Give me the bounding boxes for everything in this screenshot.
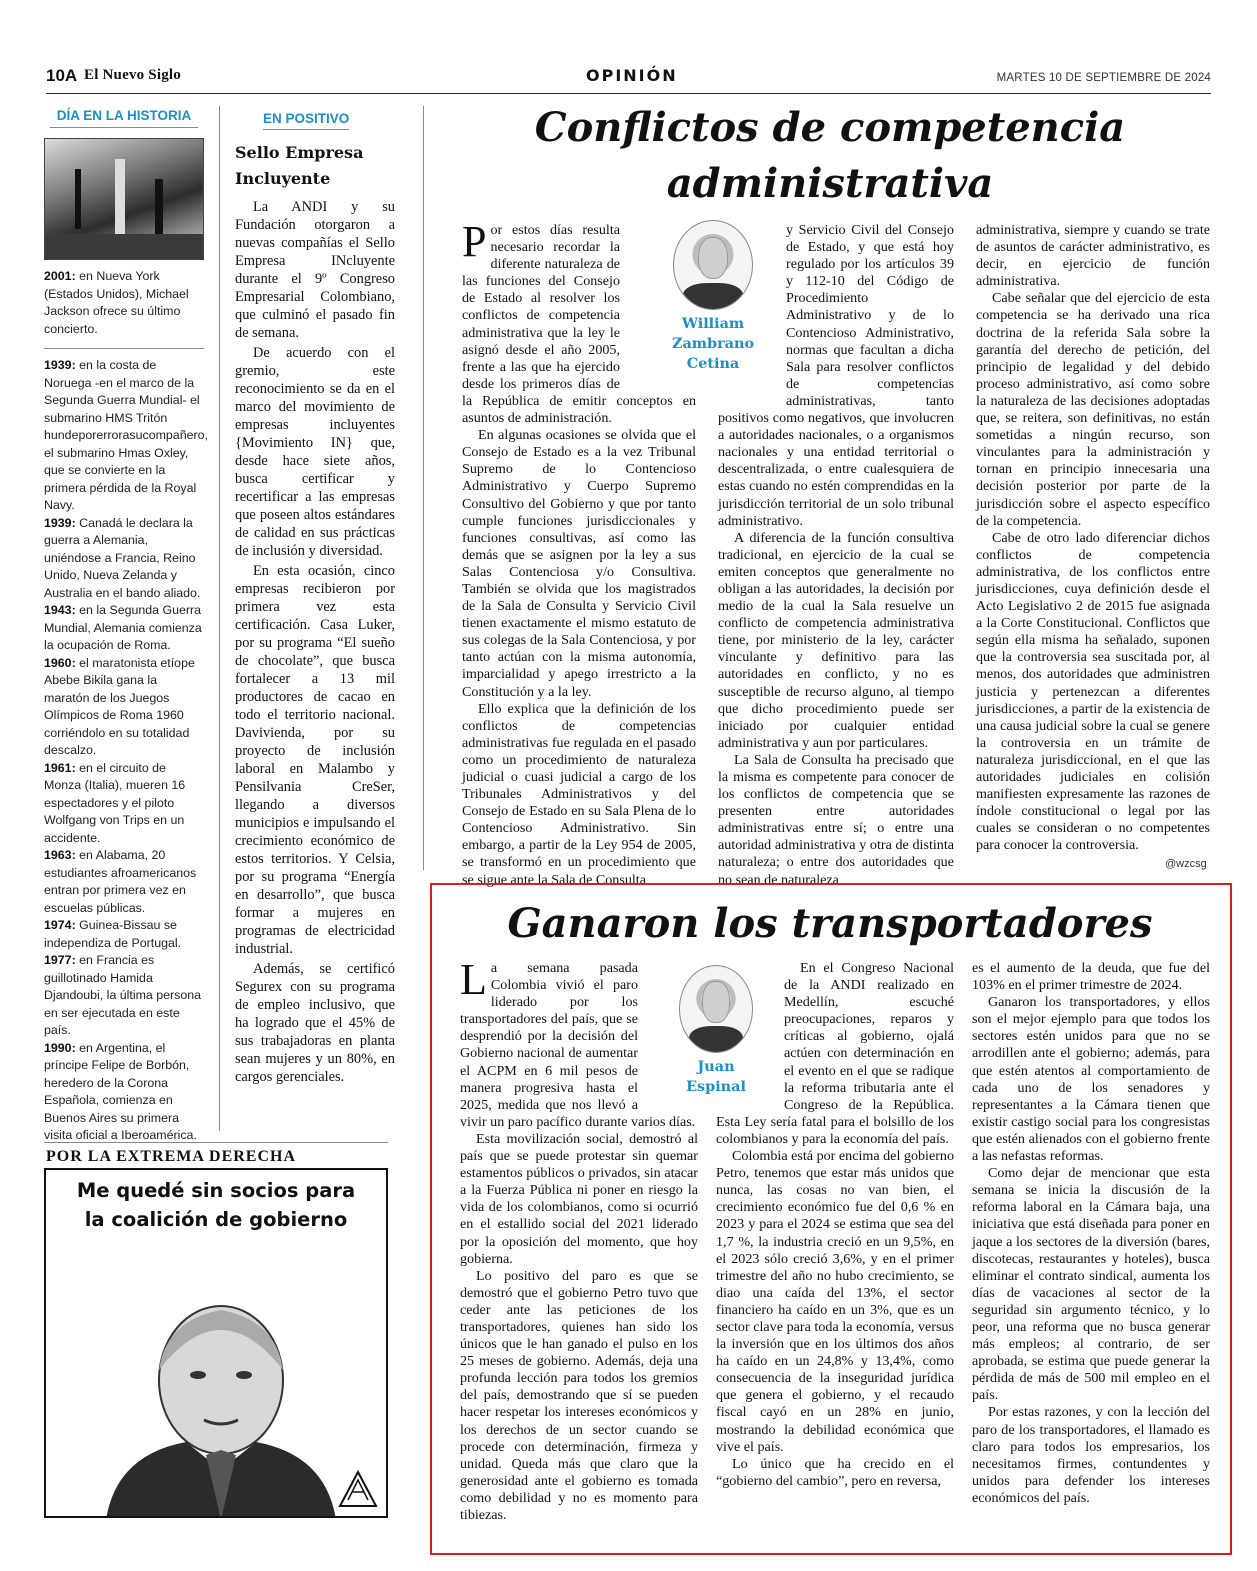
positivo-paragraph: La ANDI y su Fundación otorgaron a nuevas compañías el Sello Empresa INcluyente durante el 9º Congreso Empresarial Colombiano, que culminó el pasado fin de semana. <box>235 199 395 341</box>
divider-left <box>219 106 220 1131</box>
article2-paragraph: La semana pasada Colombia vivió el paro liderado por los transportadores del país, que se desprendió por la decisión del Gobierno nacional de aumentar el ACPM en 6 mil pesos de manera progresiva hasta el 2025, medida que nos llevó a vivir un paro pacífico durante varios días. <box>460 955 696 1130</box>
history-entry: 1943: en la Segunda Guerra Mundial, Alemania comienza la ocupación de Roma. <box>44 603 202 652</box>
article2-col2-wrap-spacer <box>716 960 784 1110</box>
article1-title: Conflictos de competencia administrativa <box>534 104 1126 207</box>
history-entry: 1939: en la costa de Noruega -en el marco de la Segunda Guerra Mundial- el submarino HMS Tritón hundeporerrorasucompañero, el submarino Hmas Oxley, que se convierte en la primera pérdida de la Royal Navy. <box>44 358 208 512</box>
history-entry: 1963: en Alabama, 20 estudiantes afroamericanos entran por primera vez en escuelas públicas. <box>44 848 197 915</box>
article2-column-3 <box>972 960 1210 1545</box>
cartoon-caption: Me quedé sin socios para la coalición de gobierno <box>76 1179 356 1231</box>
positivo-paragraph: Además, se certificó Segurex con su programa de empleo inclusivo, que ha logrado que el 45% de sus trabajadoras en planta sean mujeres y un 80%, en cargos gerenciales. <box>235 961 395 1085</box>
divider-right <box>423 106 424 870</box>
article1-column-2 <box>718 222 954 888</box>
author-handle: @wzcsg <box>1165 858 1207 870</box>
issue-date: MARTES 10 DE SEPTIEMBRE DE 2024 <box>996 72 1211 84</box>
artist-signature-triangle <box>338 1470 378 1508</box>
page-header <box>46 66 1211 94</box>
article1-column-3 <box>976 222 1210 858</box>
dropcap: P <box>462 217 487 266</box>
cartoon-label: POR LA EXTREMA DERECHA <box>46 1148 297 1165</box>
history-entry: 1990: en Argentina, el príncipe Felipe de Borbón, heredero de la Corona Española, comienza en Buenos Aires su primera visita oficial a Iberoamérica. <box>44 1040 197 1142</box>
positivo-paragraph: En esta ocasión, cinco empresas recibieron por primera vez esta certificación. Casa Luker, por su programa “El sueño de chocolate”, que busca fortalecer a 13 mil productores de cacao en todo el territorio nacional. Davivienda, por su proyecto de inclusión laboral en Malambo y Pensilvania CreSer, llegando a diversos municipios e impulsando el crecimiento económico de estos territorios. Y Celsia, por su programa “Energía en desarrollo”, que busca formar a mujeres en programas de electricidad industrial. <box>235 563 395 957</box>
history-year: 2001: <box>44 269 76 283</box>
history-entry: 1977: en Francia es guillotinado Hamida Djandoubi, la última persona en ser ejecutada en este país. <box>44 953 202 1037</box>
article1-col2-wrap-spacer <box>718 222 786 402</box>
article1-paragraph: Ello explica que la definición de los conflictos de competencias administrativas fue regulada en el pasado como un procedimiento de naturaleza judicial o cuasi judicial a cargo de los Tribunales Administrativos y del Consejo de Estado en su Sala Plena de lo Contencioso Administrativo. Sin embargo, a partir de la Ley 954 de 2005, se transformó en un procedimiento que se sigue ante la Sala de Consulta <box>462 700 696 888</box>
article1-paragraph: y Servicio Civil del Consejo de Estado, y que está hoy regulado por los artículos 39 y 112-10 del Código de Procedimiento Administrativo y de lo Contencioso Administrativo, normas que facultan a dicha Sala para resolver conflictos de competencias administrativas, tanto positivos como negativos, que involucren a autoridades nacionales, o a organismos nacionales y una entidad territorial o descentralizada, o entre cualesquiera de estas cuando no estén comprendidas en la jurisdicción territorial de un solo tribunal administrativo. <box>718 222 954 529</box>
article2-paragraph: Esta movilización social, demostró al país que se puede protestar sin quemar estamentos públicos o privados, sin atacar a la Fuerza Pública ni poner en riesgo la vida de los colombianos, como si ocurrió en el estallido social del 2021 liderado por la oposición del momento, que hoy gobierna. <box>460 1130 698 1267</box>
article2-column-2 <box>716 960 954 1545</box>
article2-paragraph: En el Congreso Nacional de la ANDI realizado en Medellín, escuché preocupaciones, reparos y críticas al gobierno, ojalá actúen con determinación en el evento en el que se radique la reforma tributaria ante el Congreso de la República. Esta Ley sería fatal para el bolsillo de los colombianos y para la economía del país. <box>716 960 954 1147</box>
article2-paragraph: Lo positivo del paro es que se demostró que el gobierno Petro tuvo que ceder ante las peticiones de los transportadores, quienes han sido los únicos que le han ganado el pulso en los 25 meses de gobierno. Además, deja una profunda lección para todos los gremios del país, demostrando que sí se pueden hacer respetar los intereses económicos y los derechos de un sector cuando se procede con determinación, firmeza y unidad. Queda más que claro que la generosidad ante el gobierno es tomada como debilidad y no es momento para tibiezas. <box>460 1267 698 1523</box>
history-heading: DÍA EN LA HISTORIA <box>50 108 198 128</box>
positivo-title: Sello Empresa Incluyente <box>235 143 364 188</box>
positivo-paragraph: De acuerdo con el gremio, este reconocimiento se da en el marco del movimiento de empresas incluyentes {Movimiento IN} que, desde hace siete años, busca certificar y recertificar a las empresas que poseen altos estándares de calidad en sus prácticas de inclusión y diversidad. <box>235 345 395 559</box>
history-entry: 1961: en el circuito de Monza (Italia), mueren 16 espectadores y el piloto Wolfgang von Trips en un accidente. <box>44 760 186 845</box>
article1-paragraph: Cabe de otro lado diferenciar dichos conflictos de competencia administrativa, de los conflictos entre jurisdicciones, cuya definición desde el Acto Legislativo 2 de 2015 fue asignada a la Corte Constitucional. Conflictos que según ella misma ha señalado, suponen que la controversia sea suscitada por, al menos, dos autoridades que administren justicia y pertenezcan a diferentes jurisdicciones, a partir de la existencia de una causa judicial sobre la cual se genere la controversia en un trámite de naturaleza jurisdiccional, en el que las autoridades judiciales en colisión manifiesten expresamente las razones de índole constitucional o legal por las cuales se consideran o no competentes para conocer la controversia. <box>976 529 1210 854</box>
history-column <box>44 108 208 1145</box>
article2-paragraph: Lo único que ha crecido en el “gobierno del cambio”, pero en reversa, <box>716 1455 954 1489</box>
history-entry: 1974: Guinea-Bissau se independiza de Portugal. <box>44 918 182 950</box>
article2-column-1 <box>460 955 698 1545</box>
history-entry: 1960: el maratonista etíope Abebe Bikila gana la maratón de los Juegos Olímpicos de Roma 1960 corriéndolo en su totalidad descalzo. <box>44 655 195 757</box>
article1-paragraph: Por estos días resulta necesario recordar la diferente naturaleza de las funciones del Consejo de Estado al resolver los conflictos de competencia administrativa que la ley le asignó desde el año 2005, frente a las que ha ejercido desde los primeros días de la República de emitir conceptos en asuntos de administración. <box>462 217 696 427</box>
article2-paragraph: Como dejar de mencionar que esta semana se inicia la discusión de la reforma laboral en la Cámara baja, una iniciativa que está diseñada para poner en jaque a los sectores de la diversión (bares, discotecas, restaurantes y hoteles), busca eliminar el contrato sindical, aumenta los días de vacaciones al sector de la seguridad sin argumento técnico, y lo peor, una reforma que no busca generar más empleos; al contrario, de ser aprobada, se estima que puede generar la pérdida de más de 500 mil empleo en el país. <box>972 1165 1210 1404</box>
article1-paragraph: Cabe señalar que del ejercicio de esta competencia se ha derivado una rica doctrina de la referida Sala sobre la garantía del derecho de petición, del principio de legalidad y del debido proceso administrativo, así como sobre la naturaleza de las decisiones adoptadas que, se reitera, son definitivas, no están sometidas a ningún recurso, son vinculantes para la administración y tornan en principio innecesaria una decisión posterior por parte de la jurisdicción sobre el aspecto específico de la competencia. <box>976 290 1210 529</box>
article1-column-1 <box>462 217 696 888</box>
article2-paragraph: es el aumento de la deuda, que fue del 103% en el primer trimestre de 2024. <box>972 960 1210 994</box>
section-title: OPINIÓN <box>586 66 678 85</box>
positivo-heading: EN POSITIVO <box>263 111 349 130</box>
positivo-column <box>235 108 395 1088</box>
cartoon <box>44 1168 388 1518</box>
history-featured-entry: 2001: en Nueva York (Estados Unidos), Michael Jackson ofrece su último concierto. <box>44 268 204 349</box>
history-entry: 1939: Canadá le declara la guerra a Alemania, uniéndose a Francia, Reino Unido, Nueva Zelanda y Australia en el bando aliado. <box>44 515 201 600</box>
article2-paragraph: Colombia está por encima del gobierno Petro, tenemos que estar más unidos que nunca, las cosas no van bien, el crecimiento económico fue del 0,6 % en 2023 y para el 2024 se estima que sea del 1,7 %, la industria creció en un 9,5%, en el 2023 sólo creció 3,6%, y en el primer trimestre del año no hubo crecimiento, se diao una caída del 13%, el sector financiero ha caído en un 3%, que es un sector clave para toda la economía, versus la inversión que en los últimos dos años ha caído en un 24,8% y 13,4%, como consecuencia de la inseguridad jurídica que genera el gobierno, y el recaudo fiscal cayó en un 28% en junio, mostrando la debilidad económica que vive el país. <box>716 1148 954 1455</box>
article2-paragraph: Ganaron los transportadores, y ellos son el mejor ejemplo para que todos los sectores estén unidos para que no se arrodillen ante el gobierno; además, para que estén atentos al comportamiento de cada uno de los senadores y representantes a la Cámara tienen que existir castigo social para los congresistas que estén alienados con el gobierno frente a las nefastas reformas. <box>972 994 1210 1165</box>
article2-col1-wrap-spacer <box>638 960 698 1110</box>
article1-paragraph: administrativa, siempre y cuando se trate de asuntos de carácter administrativo, es decir, en ejercicio de función administrativa. <box>976 222 1210 290</box>
masthead: El Nuevo Siglo <box>84 67 181 83</box>
article2-paragraph: Por estas razones, y con la lección del paro de los transportadores, el llamado es claro para todos los empresarios, los necesitamos firmes, contundentes y unidos para defender los intereses económicos del país. <box>972 1404 1210 1506</box>
article1-col1-wrap-spacer <box>620 222 696 382</box>
article1-paragraph: En algunas ocasiones se olvida que el Consejo de Estado es a la vez Tribunal Supremo de lo Contencioso Administrativo y Cuerpo Supremo Consultivo del Gobierno y que por tanto cumple funciones jurisdiccionales y funciones consultivas, así como las demás que se asignen por la ley a sus Salas Contenciosa y/o Consultiva. También se olvida que los magistrados de la Sala de Consulta y Servicio Civil tienen exactamente el mismo estatuto de sus colegas de la Sala Contenciosa, y por tanto actúan con la misma autonomía, imparcialidad y apego irrestricto a la Constitución y a la ley. <box>462 427 696 700</box>
article1-paragraph: La Sala de Consulta ha precisado que la misma es competente para conocer de los conflictos de competencia que se presenten entre autoridades administrativas entre sí; o entre una autoridad administrativa y otra de distinta naturaleza; o entre dos autoridades que no sean de naturaleza <box>718 751 954 888</box>
author-name: Juan Espinal <box>686 1058 746 1095</box>
author-name: William Zambrano Cetina <box>671 315 755 372</box>
page-number: 10A <box>46 66 78 85</box>
dropcap: L <box>460 955 487 1004</box>
article1-paragraph: A diferencia de la función consultiva tradicional, en ejercicio de la cual se emiten conceptos que generalmente no obligan a las autoridades, la decisión por medio de la cual la Sala resuelve un conflicto de competencia administrativa tiene, por ministerio de la ley, carácter vinculante y definitivo para las autoridades en conflicto, y no es susceptible de recurso alguno, al tiempo que dicho procedimiento puede ser iniciado por cualquier entidad administrativa y aun por particulares. <box>718 529 954 751</box>
concert-photo <box>44 138 204 260</box>
cartoon-figure <box>46 1170 388 1518</box>
article2-title: Ganaron los transportadores <box>507 900 1153 947</box>
